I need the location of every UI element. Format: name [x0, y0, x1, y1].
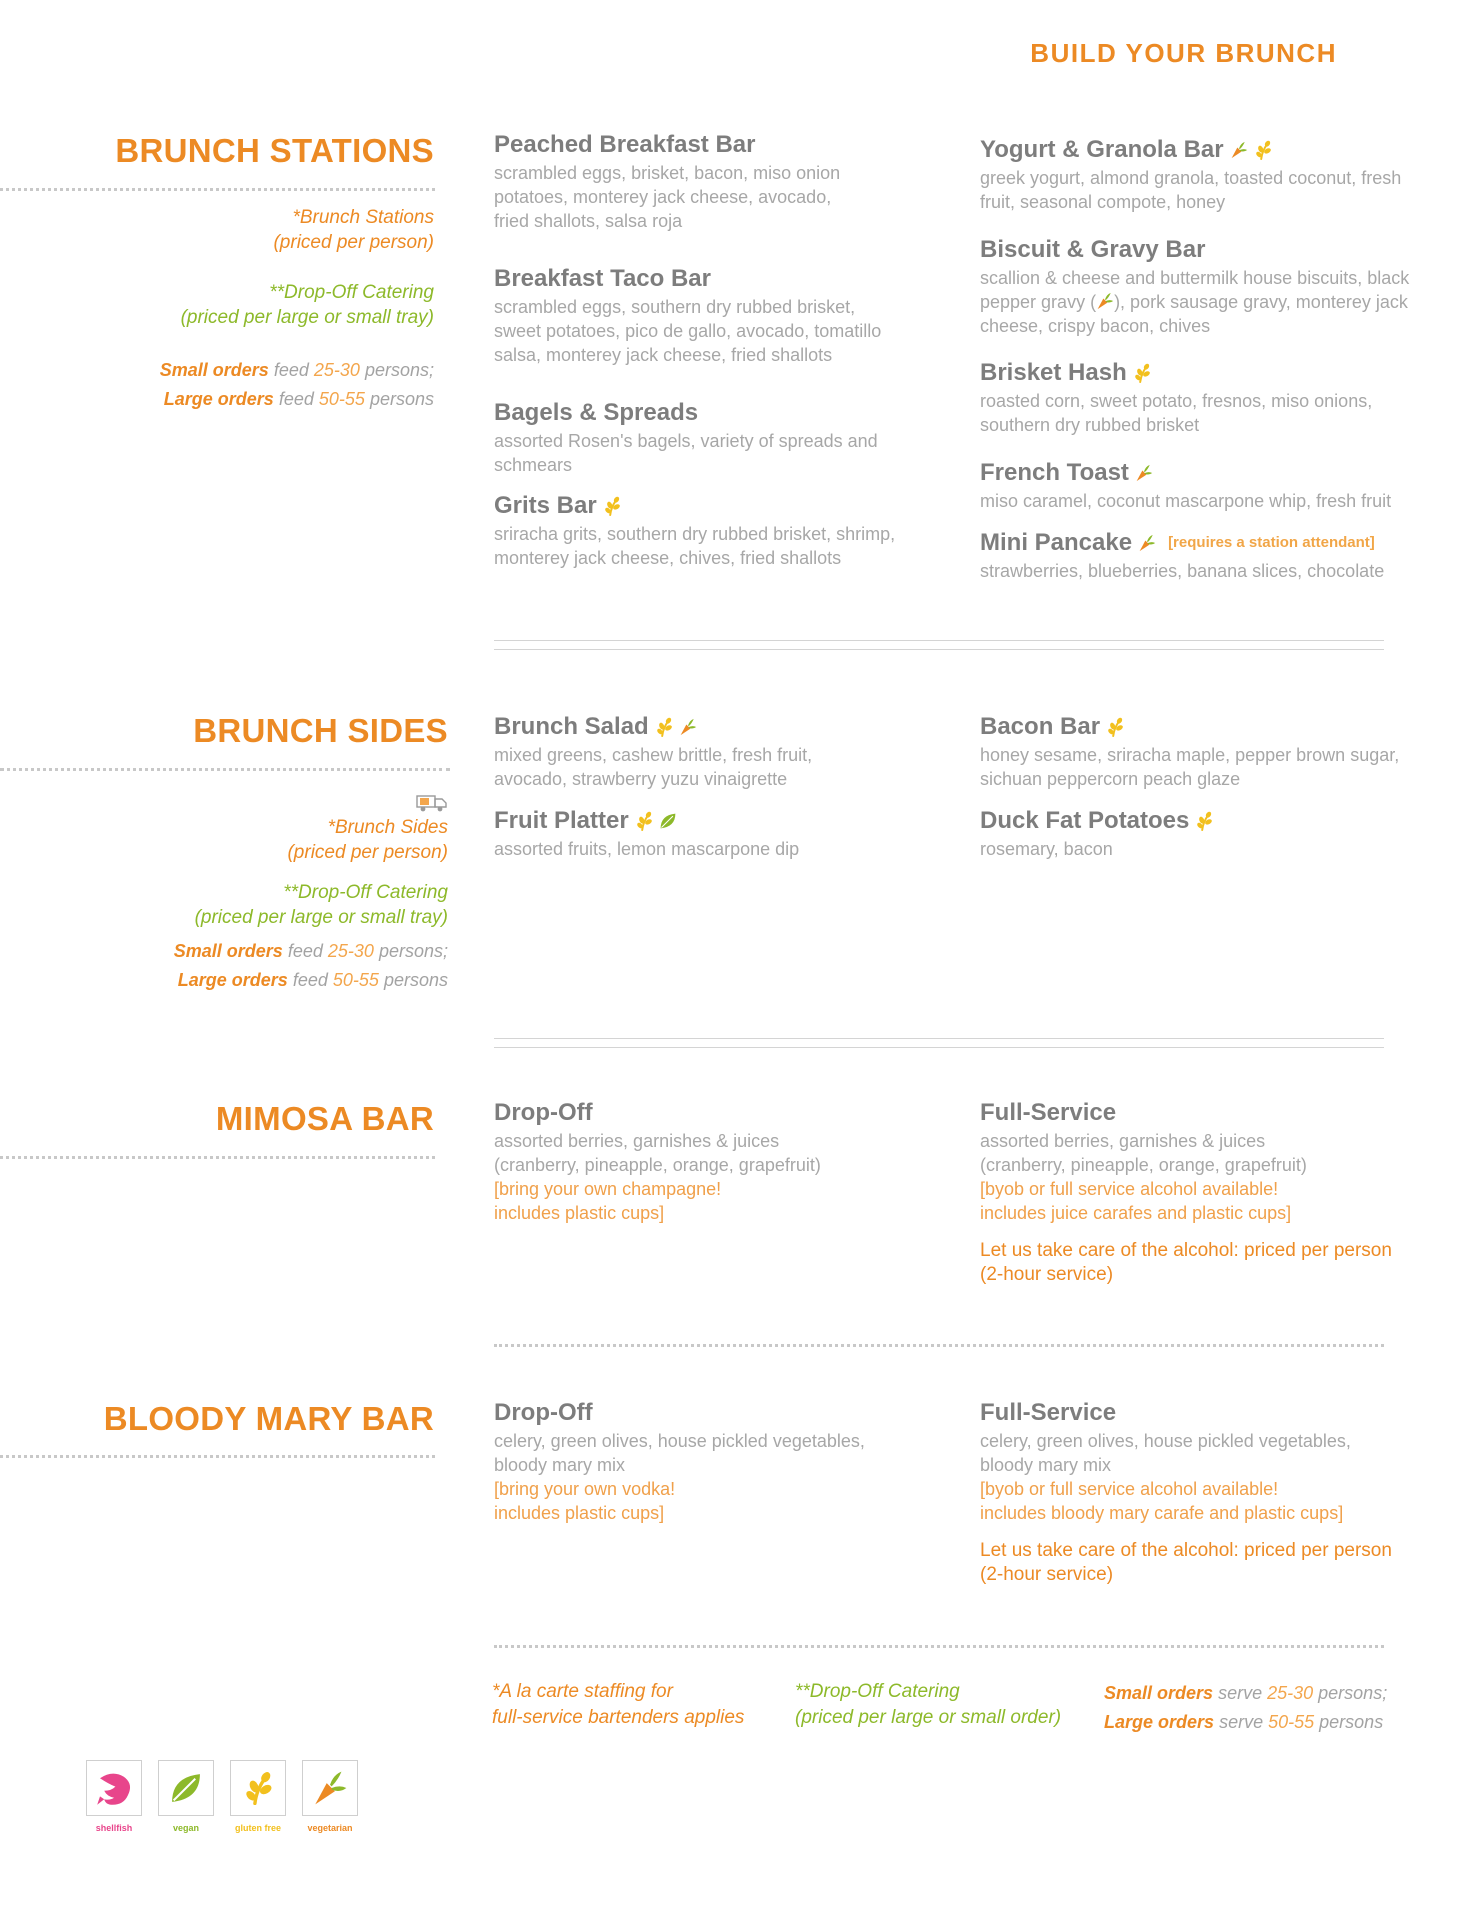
legend-icon-box — [230, 1760, 286, 1816]
item-title: Full-Service — [980, 1099, 1117, 1126]
menu-item — [494, 491, 934, 570]
bloody-full-service — [980, 1398, 1400, 1587]
item-title: Drop-Off — [494, 1399, 593, 1426]
item-description: miso caramel, coconut mascarpone whip, fresh fruit — [980, 491, 1392, 511]
dotted-divider — [0, 188, 435, 191]
dropoff-note: [bring your own champagne! includes plastic cups] — [494, 1179, 722, 1223]
item-description: mixed greens, cashew brittle, fresh fruit, avocado, strawberry yuzu vinaigrette — [494, 745, 813, 789]
dotted-divider — [0, 1455, 435, 1458]
item-title: Breakfast Taco Bar — [494, 265, 711, 292]
item-description: strawberries, blueberries, banana slices, chocolate — [980, 561, 1385, 581]
divider-line — [494, 1047, 1384, 1048]
divider-line — [494, 1038, 1384, 1039]
section-title-brunch-stations: BRUNCH STATIONS — [115, 132, 434, 169]
item-title: Drop-Off — [494, 1099, 593, 1126]
menu-item — [980, 458, 1420, 513]
dotted-divider — [494, 1344, 1384, 1347]
item-description: rosemary, bacon — [980, 839, 1113, 859]
stations-order-sizes: Small orders feed 25-30 persons; Large orders feed 50-55 persons — [159, 360, 434, 409]
item-description: assorted Rosen's bagels, variety of spreads and schmears — [494, 431, 878, 475]
gluten-free-icon — [1106, 717, 1124, 737]
item-title: Brunch Salad — [494, 712, 934, 742]
item-title: Full-Service — [980, 1399, 1117, 1426]
menu-item — [494, 806, 934, 861]
vegan-icon — [659, 811, 677, 831]
item-description: honey sesame, sriracha maple, pepper brown sugar, sichuan peppercorn peach glaze — [980, 745, 1400, 789]
footer-alacarte-note: *A la carte staffing for full-service bartenders applies — [492, 1681, 745, 1728]
item-description: sriracha grits, southern dry rubbed brisket, shrimp, monterey jack cheese, chives, fried shallots — [494, 524, 896, 568]
vegetarian-icon — [1096, 291, 1114, 311]
item-description: greek yogurt, almond granola, toasted coconut, fresh fruit, seasonal compote, honey — [980, 168, 1402, 212]
item-description: assorted berries, garnishes & juices (cranberry, pineapple, orange, grapefruit) — [494, 1131, 821, 1175]
item-description: assorted berries, garnishes & juices (cranberry, pineapple, orange, grapefruit) — [980, 1131, 1307, 1175]
mimosa-full-service — [980, 1098, 1400, 1287]
item-title: Mini Pancake [requires a station attendant] — [980, 529, 1375, 556]
item-title: French Toast — [980, 458, 1420, 488]
item-description: assorted fruits, lemon mascarpone dip — [494, 839, 800, 859]
item-description: roasted corn, sweet potato, fresnos, miso onions, southern dry rubbed brisket — [980, 391, 1373, 435]
item-title: Bagels & Spreads — [494, 399, 699, 426]
menu-item — [494, 264, 934, 367]
sides-priced-note: *Brunch Sides (priced per person) — [287, 817, 448, 863]
item-title: Bacon Bar — [980, 712, 1420, 742]
alcohol-pricing-note: Let us take care of the alcohol: priced per person (2-hour service) — [980, 1240, 1392, 1285]
menu-item — [494, 130, 934, 233]
sides-order-sizes: Small orders feed 25-30 persons; Large orders feed 50-55 persons — [173, 941, 448, 990]
stations-priced-note: *Brunch Stations (priced per person) — [273, 207, 434, 253]
legend-icon-box — [158, 1760, 214, 1816]
sides-dropoff-note: **Drop-Off Catering (priced per large or small tray) — [194, 882, 448, 928]
menu-item — [980, 135, 1420, 214]
menu-item — [494, 712, 934, 791]
item-title: Duck Fat Potatoes — [980, 806, 1420, 836]
item-title: Yogurt & Granola Bar — [980, 135, 1420, 165]
section-title-mimosa-bar: MIMOSA BAR — [215, 1100, 434, 1137]
dotted-divider — [0, 768, 450, 771]
vegetarian-icon — [1138, 533, 1156, 553]
full-service-note: [byob or full service alcohol available! includes juice carafes and plastic cups] — [980, 1179, 1292, 1223]
delivery-truck-icon — [416, 793, 448, 813]
bloody-dropoff — [494, 1398, 934, 1525]
menu-item — [980, 528, 1440, 583]
item-title: Biscuit & Gravy Bar — [980, 236, 1206, 263]
page-title: BUILD YOUR BRUNCH — [1030, 38, 1337, 68]
legend-icon-box — [86, 1760, 142, 1816]
full-service-note: [byob or full service alcohol available! includes bloody mary carafe and plastic cups] — [980, 1479, 1344, 1523]
leaf-icon — [169, 1771, 203, 1805]
footer-order-sizes: Small orders serve 25-30 persons; Large orders serve 50-55 persons — [1104, 1683, 1388, 1732]
item-title: Peached Breakfast Bar — [494, 131, 756, 158]
alcohol-pricing-note: Let us take care of the alcohol: priced per person (2-hour service) — [980, 1540, 1392, 1585]
gluten-free-icon — [1195, 811, 1213, 831]
gluten-free-icon — [655, 717, 673, 737]
gluten-free-icon — [1133, 363, 1151, 383]
legend-label: vegetarian — [307, 1823, 353, 1833]
footer-dropoff-note: **Drop-Off Catering (priced per large or small order) — [795, 1681, 1062, 1728]
menu-item — [980, 806, 1420, 861]
legend-label: shellfish — [95, 1823, 133, 1833]
item-title: Fruit Platter — [494, 806, 934, 836]
vegetarian-icon — [1135, 463, 1153, 483]
item-description: celery, green olives, house pickled vegetables, bloody mary mix — [980, 1431, 1351, 1475]
legend-gluten-free — [230, 1760, 286, 1833]
dropoff-note: [bring your own vodka! includes plastic cups] — [494, 1479, 676, 1523]
divider-line — [494, 649, 1384, 650]
dotted-divider — [494, 1645, 1384, 1648]
gluten-free-icon — [635, 811, 653, 831]
menu-item — [494, 398, 934, 477]
legend-vegetarian — [302, 1760, 358, 1833]
item-title: Grits Bar — [494, 491, 934, 521]
mimosa-dropoff — [494, 1098, 934, 1225]
menu-item — [980, 358, 1420, 437]
attendant-note: [requires a station attendant] — [1168, 534, 1375, 551]
shrimp-icon — [93, 1767, 135, 1809]
section-title-bloody-mary-bar: BLOODY MARY BAR — [103, 1400, 434, 1437]
stations-dropoff-note: **Drop-Off Catering (priced per large or small tray) — [180, 282, 434, 328]
section-title-brunch-sides: BRUNCH SIDES — [193, 712, 448, 749]
menu-item — [980, 235, 1420, 338]
item-description: celery, green olives, house pickled vegetables, bloody mary mix — [494, 1431, 865, 1475]
item-description: scallion & cheese and buttermilk house biscuits, black pepper gravy ( ), pork sausage gravy, monterey jack cheese, crispy bacon, chives — [980, 268, 1410, 336]
item-description: scrambled eggs, brisket, bacon, miso onion potatoes, monterey jack cheese, avocado, fried shallots, salsa roja — [494, 163, 841, 231]
carrot-icon — [312, 1770, 348, 1806]
legend-vegan — [158, 1760, 214, 1833]
gluten-free-icon — [603, 496, 621, 516]
legend-shellfish — [86, 1760, 142, 1833]
divider-line — [494, 640, 1384, 641]
vegetarian-icon — [1230, 140, 1248, 160]
legend-icon-box — [302, 1760, 358, 1816]
vegetarian-icon — [679, 717, 697, 737]
wheat-icon — [242, 1771, 274, 1805]
legend-label: vegan — [172, 1823, 199, 1833]
menu-item — [980, 712, 1420, 791]
gluten-free-icon — [1254, 140, 1272, 160]
item-title: Brisket Hash — [980, 358, 1420, 388]
legend-label: gluten free — [234, 1823, 281, 1833]
dotted-divider — [0, 1156, 435, 1159]
item-description: scrambled eggs, southern dry rubbed brisket, sweet potatoes, pico de gallo, avocado, tomatillo salsa, monterey jack cheese, fried shallots — [494, 297, 882, 365]
